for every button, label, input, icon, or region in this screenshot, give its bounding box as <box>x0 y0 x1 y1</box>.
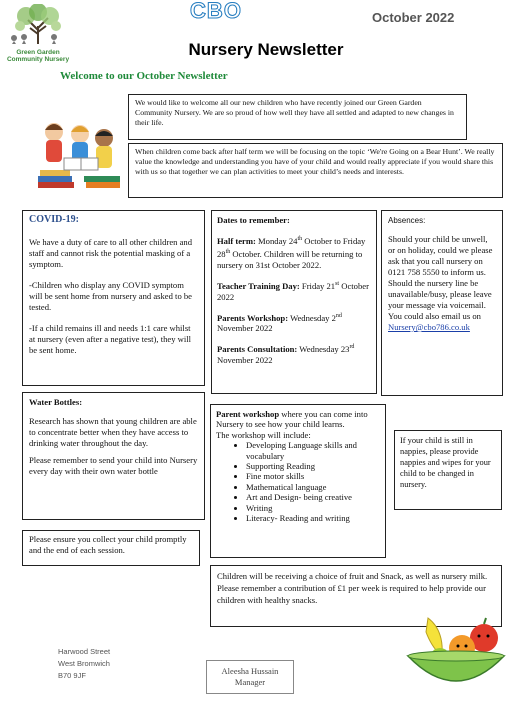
workshop-intro <box>216 409 380 430</box>
workshop-lead: The workshop will include: <box>216 429 311 440</box>
training-text-b: October 2022 <box>217 280 369 302</box>
address-line-2: West Bromwich <box>58 659 110 668</box>
workshop-intro-text: where you can come into Nursery to see how your child learns. <box>216 409 368 430</box>
absences-title: Absences: <box>388 216 426 225</box>
workshop-topic: • Supporting Reading <box>246 461 380 471</box>
absences-text: Should your child be unwell, or on holiday, could we please ask that you call nursery on 0121 758 5550 to inform us. Should the nursery line be unavailable/busy, please leave your message via voicemail. You could also email us on <box>388 234 493 321</box>
workshop-topic: • Fine motor skills <box>246 471 380 481</box>
consult-text-a: Wednesday 23 <box>297 344 350 355</box>
nursery-email-link[interactable]: Nursery@cbo786.co.uk <box>388 322 470 332</box>
parent-workshop-box <box>210 404 386 558</box>
workshop-topic: • Literacy- Reading and writing <box>246 513 380 523</box>
manager-name: Aleesha Hussain <box>221 666 279 676</box>
dates-title: Dates to remember: <box>217 215 290 225</box>
half-term-text-c: October. Children will be returning to nursery on 31st October 2022. <box>217 248 363 270</box>
covid-title: COVID-19: <box>29 214 79 225</box>
welcome-heading: Welcome to our October Newsletter <box>60 70 228 82</box>
workshop-topic: • Mathematical language <box>246 482 380 492</box>
tree-logo-icon <box>4 4 72 44</box>
training-day-label: Teacher Training Day: <box>217 280 300 291</box>
logo-text: Green Garden Community Nursery <box>6 49 70 63</box>
nappies-text: If your child is still in nappies, please provide nappies and wipes for your child to be changed in nursery. <box>400 436 491 489</box>
intro-topic-box <box>128 143 503 198</box>
page-title: Nursery Newsletter <box>188 40 344 59</box>
sup-th: th <box>297 236 303 242</box>
newsletter-date: October 2022 <box>372 10 455 25</box>
workshop-topic-list <box>216 440 380 523</box>
workshop-text-b: November 2022 <box>217 323 273 334</box>
collect-text: Please ensure you collect your child promptly and the end of each session. <box>29 534 187 555</box>
fruit-bowl-icon <box>404 612 508 696</box>
sup-nd: nd <box>335 312 342 319</box>
children-reading-icon <box>34 118 126 192</box>
address-line-1: Harwood Street <box>58 647 111 656</box>
intro-topic-text: When children come back after half term we will be focusing on the topic ‘We're Going on a Bear Hunt’. We really value the knowledge and understanding you have of your child and would really appreciate if you would share this with us so that together we can plan activities to meet your child’s needs and interests. <box>135 147 495 176</box>
water-bottles-box <box>22 392 205 520</box>
workshop-title: Parent workshop <box>216 409 280 419</box>
workshop-text-a: Wednesday 2 <box>288 312 336 323</box>
water-bottles-paragraph-1: Research has shown that young children are able to concentrate better when they have access to drinking water throughout the day. <box>29 416 197 448</box>
covid-paragraph-1: We have a duty of care to all other children and staff and cannot risk the potential masking of a symptom. <box>29 237 192 269</box>
covid-paragraph-3: -If a child remains ill and needs 1:1 care whilst at nursery (even after a negative test), they will be sent home. <box>29 323 192 355</box>
absences-box <box>381 210 503 396</box>
children-reading-image <box>34 118 126 192</box>
workshop-topic: • Art and Design- being creative <box>246 492 380 502</box>
parents-workshop-label: Parents Workshop: <box>217 312 289 323</box>
collect-box <box>22 530 200 566</box>
address-line-3: B70 9JF <box>58 671 86 680</box>
half-term-text-b: October to Friday 28 <box>217 235 366 259</box>
workshop-topic: • Developing Language skills and vocabulary <box>246 440 380 461</box>
workshop-topic: • Writing <box>246 503 380 513</box>
address <box>58 646 110 682</box>
intro-welcome-box <box>128 94 467 140</box>
water-bottles-paragraph-2: Please remember to send your child into Nursery every day with their own water bottle <box>29 455 198 476</box>
sup-st: st <box>335 280 340 287</box>
cbo-logo: CBO <box>186 0 246 22</box>
training-text-a: Friday 21 <box>299 280 336 291</box>
sup-rd: rd <box>349 344 355 351</box>
covid-paragraph-2: -Children who display any COVID symptom will be sent home from nursery and asked to be tested. <box>29 280 193 312</box>
half-term-label: Half term: <box>217 235 256 246</box>
manager-signature-box <box>206 660 294 694</box>
intro-welcome-text: We would like to welcome all our new children who have recently joined our Green Garden Community Nursery. We are so proud of how well they have all settled and adapted to new changes in their life. <box>135 98 454 127</box>
training-day-date <box>217 279 371 303</box>
sup-th: th <box>225 248 231 255</box>
nappies-box <box>394 430 502 510</box>
water-bottles-title: Water Bottles: <box>29 397 83 407</box>
half-term-date <box>217 234 371 271</box>
dates-box <box>211 210 377 394</box>
consult-text-b: November 2022 <box>217 355 273 366</box>
half-term-text-a: Monday 24 <box>255 235 298 246</box>
manager-title: Manager <box>234 677 266 687</box>
fruit-bowl-image <box>404 612 508 696</box>
parents-consultation-label: Parents Consultation: <box>217 344 298 355</box>
snack-text: Children will be receiving a choice of fruit and Snack, as well as nursery milk. Please remember a contribution of £1 per week is required to help provide our children with healthy snacks. <box>217 571 488 605</box>
covid-box <box>22 210 205 386</box>
parents-workshop-date <box>217 311 371 335</box>
parents-consultation-date <box>217 342 371 366</box>
